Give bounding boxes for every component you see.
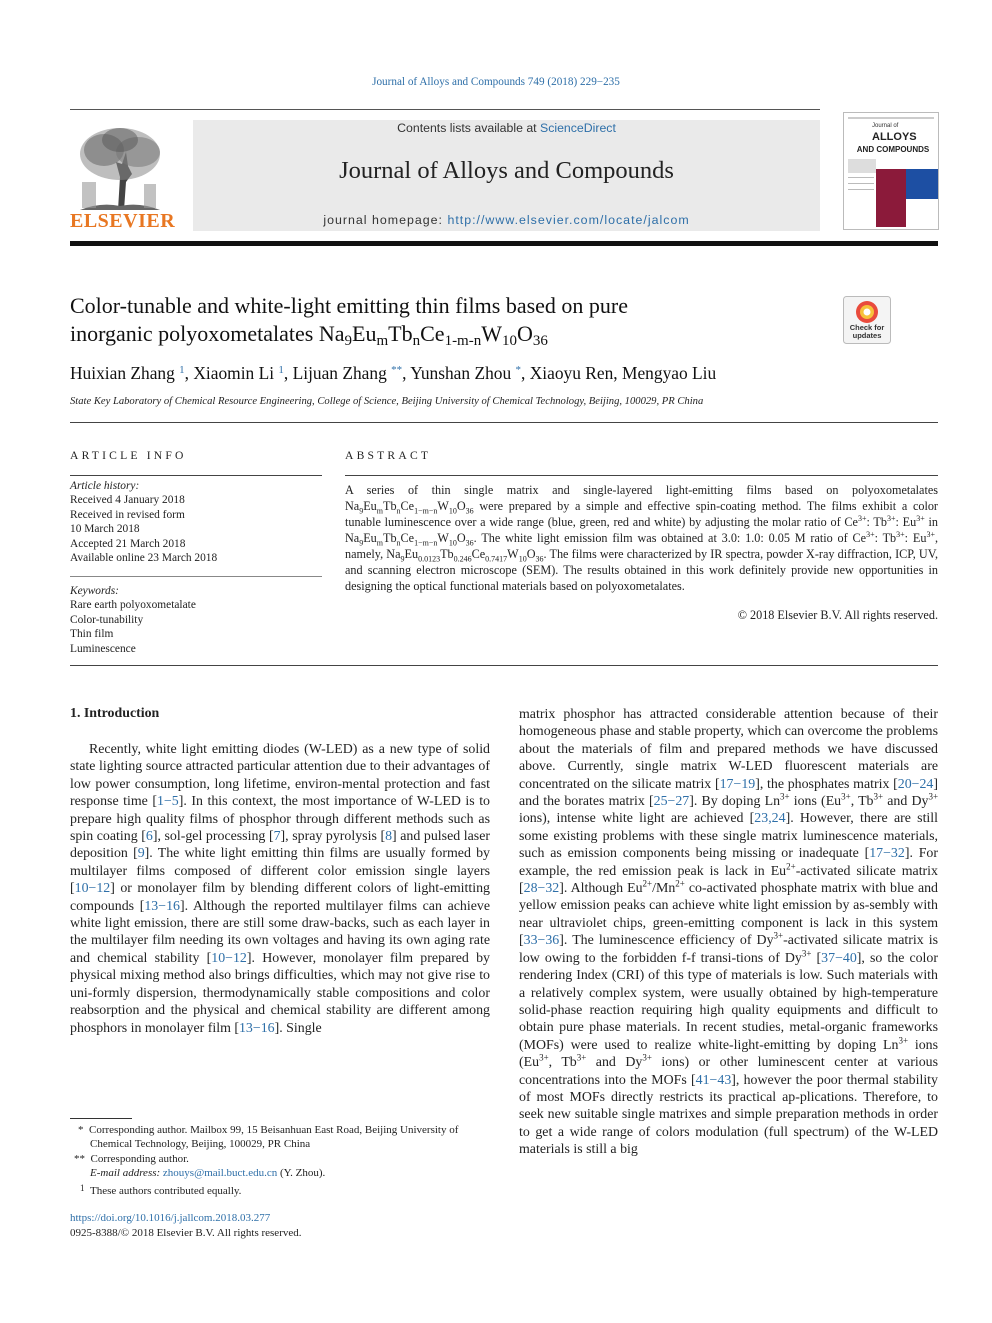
author-separator: , [402, 363, 411, 383]
citation-link[interactable]: 9 [137, 846, 145, 862]
abstract-text: A series of thin single matrix and single-layered light-emitting films based on polyoxometalates $Na_9Eu_mTb_nCe_{1-m-n}W_{10}O_{36}$ were prepared by a simple and effective spin-coating method. The films exhibit a color tunable luminescence over a wide range (blue, green, red and white) by adjusting the molar ratio of $Ce^{3+}$: $Tb^{3+}$: $Eu^{3+}$ in $Na_9Eu_mTb_nCe_{1-m-n}W_{10}O_{36}$. The white light emission film was obtained at 3.0: 1.0: 0.05 M ratio of $Ce^{3+}$: $Tb^{3+}$: $Eu^{3+}$, namely, $Na_9Eu_{0.0123}Tb_{0.246}Ce_{0.7417}W_{10}O_{36}$. The films were characterized by IR spectra, powder X-ray diffraction, ICP, UV, and scanning electron microscope (SEM). The results obtained in this work definitely provide new opportunities in designing the optical functional materials based on polyoxometalates. [345, 483, 938, 593]
citation-link[interactable]: 41−43 [695, 1072, 732, 1088]
journal-cover[interactable] [843, 112, 939, 230]
cover-blue-panel [906, 169, 938, 199]
author-name[interactable]: Mengyao Liu [622, 363, 717, 383]
publisher-name: ELSEVIER [70, 210, 176, 232]
citation-link[interactable]: 25−27 [653, 794, 690, 810]
header-rule [70, 109, 820, 110]
history-item: 10 March 2018 [70, 523, 140, 536]
history-item: Accepted 21 March 2018 [70, 537, 186, 550]
keyword-item: Color-tunability [70, 613, 144, 626]
author-footnote-mark[interactable]: 1 [278, 364, 284, 376]
check-updates-label-2: updates [852, 331, 882, 340]
cover-red-panel [876, 169, 906, 227]
affiliation-rule [70, 422, 938, 423]
article-info-heading: ARTICLE INFO [70, 449, 187, 462]
cover-title-l1: Journal of [872, 123, 899, 129]
author-footnote-mark[interactable]: * [515, 364, 522, 376]
doi-link[interactable]: https://doi.org/10.1016/j.jallcom.2018.03.277 [70, 1212, 271, 1224]
author-footnote-mark[interactable]: ** [391, 364, 403, 376]
citation-link[interactable]: 1−5 [157, 794, 179, 810]
citation-link[interactable]: 13−16 [238, 1020, 275, 1036]
title-line-2: inorganic polyoxometalates $Na_9Eu_mTb_nCe_{1-m-n}W_{10}O_{36}$ [70, 321, 548, 349]
keywords-rule [70, 576, 322, 577]
citation-link[interactable]: 33−36 [523, 933, 560, 949]
contents-prefix: Contents lists available at [397, 121, 540, 135]
citation-link[interactable]: 13−16 [144, 898, 180, 914]
citation-link[interactable]: 17−19 [719, 776, 756, 792]
cover-title-l2: ALLOYS [872, 131, 917, 143]
citation-link[interactable]: 10−12 [211, 950, 247, 966]
citation-link[interactable]: 17−32 [869, 846, 905, 862]
history-label: Article history: [70, 480, 140, 492]
keyword-item: Luminescence [70, 642, 136, 655]
citation-link[interactable]: 6 [145, 829, 153, 845]
section-heading-introduction: 1. Introduction [70, 706, 160, 721]
cover-line [848, 189, 874, 190]
footnote-email: E-mail address: zhouys@mail.buct.edu.cn (Y. Zhou). [90, 1167, 326, 1180]
footnote-corresponding-2: ** Corresponding author. [74, 1152, 189, 1165]
intro-column-1: Recently, white light emitting diodes (W-LED) as a new type of solid state lighting source attracted particular attention due to their advantages of low power consumption, long lifetime, environ-mental protection and fast response time [1−5]. In this context, the most importance of W-LED is to prepare high quality films of phosphor through different methods such as spin coating [6], sol-gel processing [7], spray pyrolysis [8] and pulsed laser deposition [9]. The white light emitting thin films are usually formed by multilayer films composed of different color emission single layers [10−12] or monolayer film by blending different colors of light-emitting compounds [13−16]. Although the reported multilayer films can achieve white light emission, there are still some draw-backs, such as each layer in the multilayer film needing its own voltages and having its own aging rate and chemical stability [10−12]. However, monolayer film prepared by physical mixing method also brings difficulties, which may not give rise to uni-formly dispersion, thermodynamically stable compositions and color reabsorption and the physical and chemical stability are different among phosphors in monolayer film [13−16]. Single [70, 742, 490, 1036]
history-item: Received in revised form [70, 508, 185, 521]
author-separator: , [521, 363, 530, 383]
author-separator: , [184, 363, 194, 383]
footnote-equal-contribution: $^1$ These authors contributed equally. [80, 1182, 242, 1197]
journal-title: Journal of Alloys and Compounds [339, 157, 674, 184]
copyright: © 2018 Elsevier B.V. All rights reserved. [737, 608, 938, 622]
citation-link[interactable]: 20−24 [897, 776, 934, 792]
footnotes [70, 1123, 490, 1198]
header-thick-rule [70, 241, 938, 246]
cover-line [848, 177, 874, 178]
keywords-label: Keywords: [70, 585, 119, 597]
author-separator: , [613, 363, 622, 383]
article-info-rule [70, 475, 322, 476]
article-history [70, 479, 322, 565]
keyword-item: Rare earth polyoxometalate [70, 599, 196, 612]
intro-column-2: matrix phosphor has attracted considerable attention because of their homogeneous phase and stable property, which can overcome the problems about the materials of film and prepared methods we have discussed above. Currently, single matrix W-LED fluorescent materials are concentrated on the silicate matrix [17−19], the phosphates matrix [20−24] and the borates matrix [25−27]. By doping $Ln^{3+}$ ions ($Eu^{3+}$, $Tb^{3+}$ and $Dy^{3+}$ ions), intense white light are achieved [23,24]. However, there are still some existing problems with these single matrix luminescence materials, such as emission components being missing or inadequate [17−32]. For example, the red emission peak is lack in $Eu^{2+}$-activated silicate matrix [28−32]. Although $Eu^{2+}/Mn^{2+}$ co-activated phosphate matrix with blue and yellow emission peaks can achieve white light emission by as-sembly with near ultraviolet chips, green-emitting component is lack in this system [33−36]. The luminescence efficiency of $Dy^{3+}$-activated silicate matrix is low owing to the forbidden f-f transi-tions of $Dy^{3+}$ [37−40], so the color rendering Index (CRI) of this type of materials is low. Such materials with a relatively complex system, were usually obtained by high-temperature solid-phase reaction requiring high quality equipments and difficult to obtain pure phase materials. In recent studies, metal-organic frameworks (MOFs) were used to realize white-light-emitting by doping $Ln^{3+}$ ions ($Eu^{3+}$, $Tb^{3+}$ and $Dy^{3+}$ ions) or other luminescent center at various concentrations into the MOFs [41−43], however the poor thermal stability of most MOFs directly restricts its practical ap-plications. Therefore, to seek new suitable single matrixes and simple preparation methods in order to get a wide range of colors modulation (full spectrum) of the W-LED materials is still a big [519, 707, 939, 1158]
citation-link[interactable]: 7 [273, 829, 281, 845]
cover-line [848, 183, 874, 184]
author-separator: , [283, 363, 293, 383]
keyword-item: Thin film [70, 628, 114, 641]
citation-link[interactable]: 28−32 [523, 881, 560, 897]
elsevier-logo[interactable] [70, 122, 176, 234]
check-updates-label-1: Check for [849, 323, 885, 332]
citation-link[interactable]: 8 [385, 829, 393, 845]
journal-homepage [193, 213, 820, 227]
cover-top-rule [848, 117, 934, 119]
keywords [70, 584, 322, 656]
issn-line: 0925-8388/© 2018 Elsevier B.V. All rights reserved. [70, 1227, 302, 1239]
email-link[interactable]: zhouys@mail.buct.edu.cn [162, 1167, 278, 1180]
affiliation: State Key Laboratory of Chemical Resource Engineering, College of Science, Beijing University of Chemical Technology, Beijing, 100029, PR China [70, 396, 704, 407]
sciencedirect-link[interactable]: ScienceDirect [540, 121, 616, 135]
citation-link[interactable]: 23,24 [754, 811, 786, 827]
citation-link[interactable]: 37−40 [821, 950, 857, 966]
abstract-heading: ABSTRACT [345, 449, 432, 462]
article-title [70, 292, 810, 348]
cover-text-block [848, 159, 876, 173]
title-line-1: Color-tunable and white-light emitting thin films based on pure [70, 293, 629, 318]
footnote-corresponding-1: * Corresponding author. Mailbox 99, 15 Beisanhuan East Road, Beijing University of Chemical Technology, Beijing, 100029, PR China [78, 1124, 459, 1151]
citation-link[interactable]: 10−12 [74, 881, 111, 897]
author-name[interactable]: Xiaomin Li [193, 363, 275, 383]
author-name[interactable]: Lijuan Zhang [292, 363, 387, 383]
abstract-rule [345, 475, 938, 476]
journal-reference[interactable]: Journal of Alloys and Compounds 749 (2018) 229−235 [372, 76, 620, 88]
homepage-link[interactable]: http://www.elsevier.com/locate/jalcom [447, 213, 690, 227]
abstract-bottom-rule [70, 665, 938, 666]
history-item: Available online 23 March 2018 [70, 552, 218, 565]
author-name[interactable]: Huixian Zhang [70, 363, 175, 383]
footnote-rule [70, 1118, 132, 1119]
author-name[interactable]: Xiaoyu Ren [529, 363, 614, 383]
author-name[interactable]: Yunshan Zhou [410, 363, 512, 383]
check-for-updates-button[interactable] [843, 296, 891, 344]
contents-line [193, 121, 820, 135]
author-list [70, 363, 930, 384]
history-item: Received 4 January 2018 [70, 494, 185, 507]
homepage-label: journal homepage: [323, 213, 448, 227]
cover-title-l3: AND COMPOUNDS [856, 145, 930, 154]
author-footnote-mark[interactable]: 1 [179, 364, 185, 376]
